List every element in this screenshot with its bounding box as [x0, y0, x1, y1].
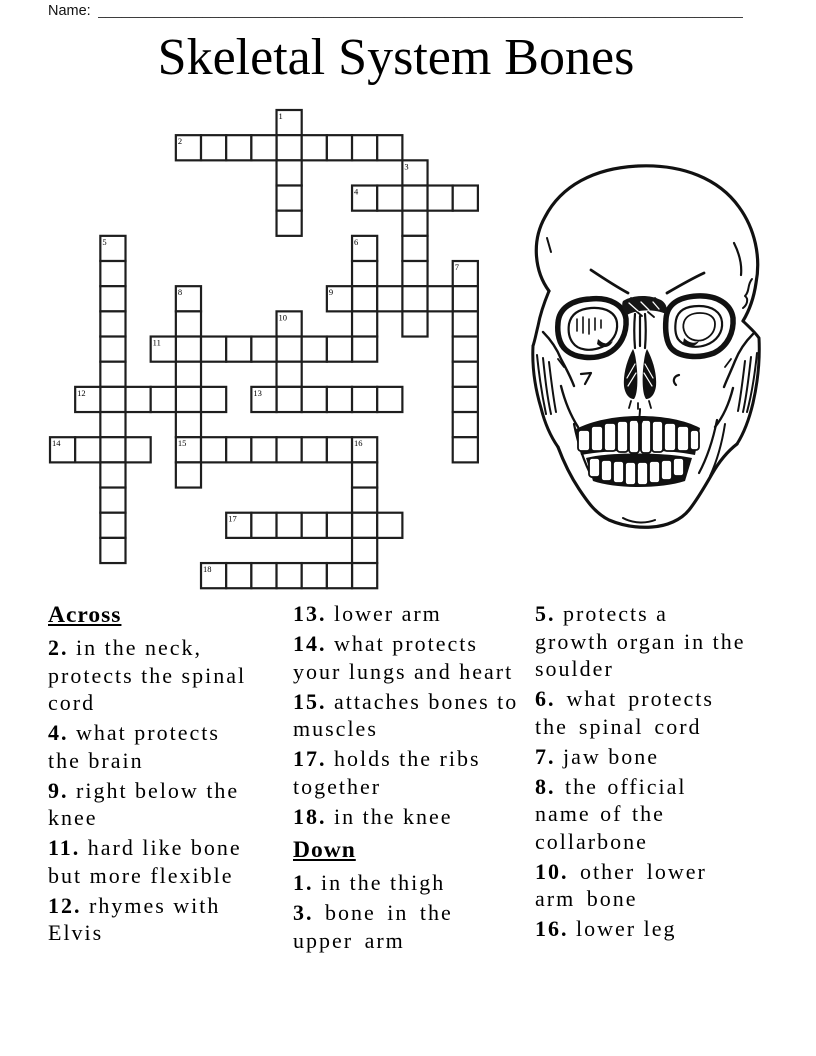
grid-cell[interactable]: [453, 437, 478, 462]
grid-cell[interactable]: [453, 362, 478, 387]
grid-cell[interactable]: [100, 538, 125, 563]
grid-cell[interactable]: [100, 286, 125, 311]
grid-cell-number: 10: [278, 312, 288, 323]
grid-cell[interactable]: [277, 135, 302, 160]
grid-cell[interactable]: [226, 563, 251, 588]
grid-cell[interactable]: [377, 513, 402, 538]
skull-illustration: [528, 162, 768, 534]
grid-cell[interactable]: [251, 135, 276, 160]
grid-cell[interactable]: [402, 261, 427, 286]
grid-cell[interactable]: [327, 437, 352, 462]
grid-cell[interactable]: [277, 337, 302, 362]
clue-down-10: 10. other lower arm bone: [535, 858, 707, 911]
grid-cell[interactable]: [352, 261, 377, 286]
grid-cell[interactable]: [302, 337, 327, 362]
across-heading: Across: [48, 602, 122, 628]
grid-cell-number: 7: [454, 262, 459, 273]
clue-down-5: 5. protects a growth organ in the soulder: [535, 601, 746, 681]
down-heading: Down: [293, 837, 356, 863]
grid-cell-number: 15: [177, 438, 187, 449]
grid-cell[interactable]: [176, 412, 201, 437]
grid-cell[interactable]: [352, 387, 377, 412]
page-title: Skeletal System Bones: [157, 29, 635, 86]
grid-cell[interactable]: [251, 563, 276, 588]
grid-cell[interactable]: [226, 337, 251, 362]
grid-cell[interactable]: [75, 437, 100, 462]
grid-cell[interactable]: [352, 135, 377, 160]
grid-cell[interactable]: [377, 387, 402, 412]
grid-cell-number: 4: [354, 186, 359, 197]
grid-cell[interactable]: [453, 186, 478, 211]
clue-across-4: 4. what protects the brain: [48, 720, 220, 773]
grid-cell[interactable]: [226, 135, 251, 160]
clue-down-3: 3. bone in the upper arm: [293, 900, 453, 953]
grid-cell[interactable]: [377, 135, 402, 160]
grid-cell[interactable]: [352, 286, 377, 311]
grid-cell[interactable]: [277, 362, 302, 387]
grid-cell[interactable]: [327, 513, 352, 538]
grid-cell[interactable]: [327, 135, 352, 160]
grid-cell-number: 1: [278, 111, 283, 121]
grid-cell-number: 8: [177, 287, 183, 298]
grid-cell[interactable]: [352, 538, 377, 563]
clue-down-7: 7. jaw bone: [535, 743, 660, 769]
grid-cell[interactable]: [201, 437, 226, 462]
grid-cell[interactable]: [352, 462, 377, 487]
grid-cell[interactable]: [100, 261, 125, 286]
grid-cell[interactable]: [176, 462, 201, 487]
grid-cell[interactable]: [176, 362, 201, 387]
clue-across-11: 11. hard like bone but more flexible: [48, 835, 242, 888]
clue-column-2: [293, 600, 521, 957]
clue-down-6: 6. what protects the spinal cord: [535, 686, 714, 739]
grid-cell[interactable]: [352, 337, 377, 362]
grid-cell[interactable]: [402, 236, 427, 261]
grid-cell[interactable]: [327, 563, 352, 588]
grid-cell[interactable]: [402, 186, 427, 211]
grid-cell-number: 2: [177, 136, 183, 147]
grid-cell-number: 6: [354, 236, 359, 247]
grid-cell[interactable]: [126, 437, 151, 462]
grid-cell-number: 18: [203, 564, 212, 575]
clue-down-16: 16. lower leg: [535, 916, 677, 941]
clue-across-12: 12. rhymes with Elvis: [48, 892, 221, 945]
clue-down-8: 8. the official name of the collarbone: [535, 773, 687, 854]
grid-cell-number: 3: [404, 161, 409, 172]
skull-brow-right: [667, 273, 704, 293]
grid-cell-number: 12: [77, 387, 86, 398]
grid-cell[interactable]: [302, 513, 327, 538]
clue-across-17: 17. holds the ribs together: [293, 746, 481, 799]
grid-cell[interactable]: [277, 437, 302, 462]
grid-cell[interactable]: [352, 563, 377, 588]
grid-cell[interactable]: [226, 437, 251, 462]
grid-cell-number: 14: [52, 438, 61, 449]
grid-cell[interactable]: [100, 337, 125, 362]
clue-across-9: 9. right below the knee: [48, 777, 240, 830]
grid-cell[interactable]: [352, 311, 377, 336]
grid-cell[interactable]: [100, 437, 125, 462]
grid-cell[interactable]: [277, 563, 302, 588]
grid-cell[interactable]: [327, 337, 352, 362]
grid-cell[interactable]: [251, 337, 276, 362]
grid-cell[interactable]: [453, 387, 478, 412]
grid-cell[interactable]: [251, 513, 276, 538]
clue-across-13: 13. lower arm: [293, 601, 442, 626]
grid-cell[interactable]: [377, 286, 402, 311]
grid-cell[interactable]: [100, 513, 125, 538]
grid-cell[interactable]: [100, 311, 125, 336]
clue-column-3: [535, 600, 748, 945]
grid-cell[interactable]: [302, 563, 327, 588]
grid-cell[interactable]: [100, 488, 125, 513]
grid-cell[interactable]: [176, 387, 201, 412]
grid-cell-number: 16: [354, 438, 363, 449]
grid-cell-number: 11: [152, 337, 161, 348]
grid-cell[interactable]: [428, 186, 453, 211]
grid-cell[interactable]: [453, 311, 478, 336]
grid-cell[interactable]: [453, 337, 478, 362]
grid-cell-number: 9: [328, 287, 334, 298]
grid-cell[interactable]: [100, 462, 125, 487]
grid-cell[interactable]: [201, 387, 226, 412]
grid-cell[interactable]: [327, 387, 352, 412]
grid-cell[interactable]: [402, 211, 427, 236]
clue-down-1: 1. in the thigh: [293, 870, 446, 895]
grid-cell[interactable]: [453, 412, 478, 437]
name-label: Name:: [48, 3, 91, 19]
clue-across-18: 18. in the knee: [293, 803, 453, 829]
grid-cell[interactable]: [377, 186, 402, 211]
skull-brow-left: [591, 270, 628, 293]
grid-cell[interactable]: [201, 337, 226, 362]
grid-cell[interactable]: [277, 387, 302, 412]
grid-cell[interactable]: [402, 286, 427, 311]
grid-cell[interactable]: [251, 437, 276, 462]
clue-column-1: [48, 600, 250, 949]
grid-cell[interactable]: [201, 135, 226, 160]
skull-teeth: [576, 416, 700, 487]
grid-cell-number: 13: [253, 387, 262, 398]
grid-cell[interactable]: [176, 311, 201, 336]
grid-cell[interactable]: [352, 513, 377, 538]
name-blank-line[interactable]: ________________________________________________________________________________: [97, 3, 743, 19]
grid-cell[interactable]: [302, 135, 327, 160]
grid-cell[interactable]: [176, 337, 201, 362]
grid-cell[interactable]: [352, 488, 377, 513]
grid-cell-number: 17: [228, 513, 237, 524]
grid-cell[interactable]: [402, 311, 427, 336]
grid-cell[interactable]: [100, 412, 125, 437]
clue-across-2: 2. in the neck, protects the spinal cord: [48, 635, 247, 715]
grid-cell[interactable]: [277, 186, 302, 211]
clue-across-15: 15. attaches bones to muscles: [293, 688, 519, 741]
grid-cell[interactable]: [100, 387, 125, 412]
grid-cell[interactable]: [277, 513, 302, 538]
grid-cell[interactable]: [302, 387, 327, 412]
grid-cell[interactable]: [453, 286, 478, 311]
grid-cell[interactable]: [126, 387, 151, 412]
grid-cell[interactable]: [100, 362, 125, 387]
grid-cell[interactable]: [302, 437, 327, 462]
clue-across-14: 14. what protects your lungs and heart: [293, 631, 514, 684]
grid-cell[interactable]: [151, 387, 176, 412]
grid-cell-number: 5: [102, 236, 107, 247]
grid-cell[interactable]: [277, 211, 302, 236]
grid-cell[interactable]: [277, 160, 302, 185]
grid-cell[interactable]: [428, 286, 453, 311]
